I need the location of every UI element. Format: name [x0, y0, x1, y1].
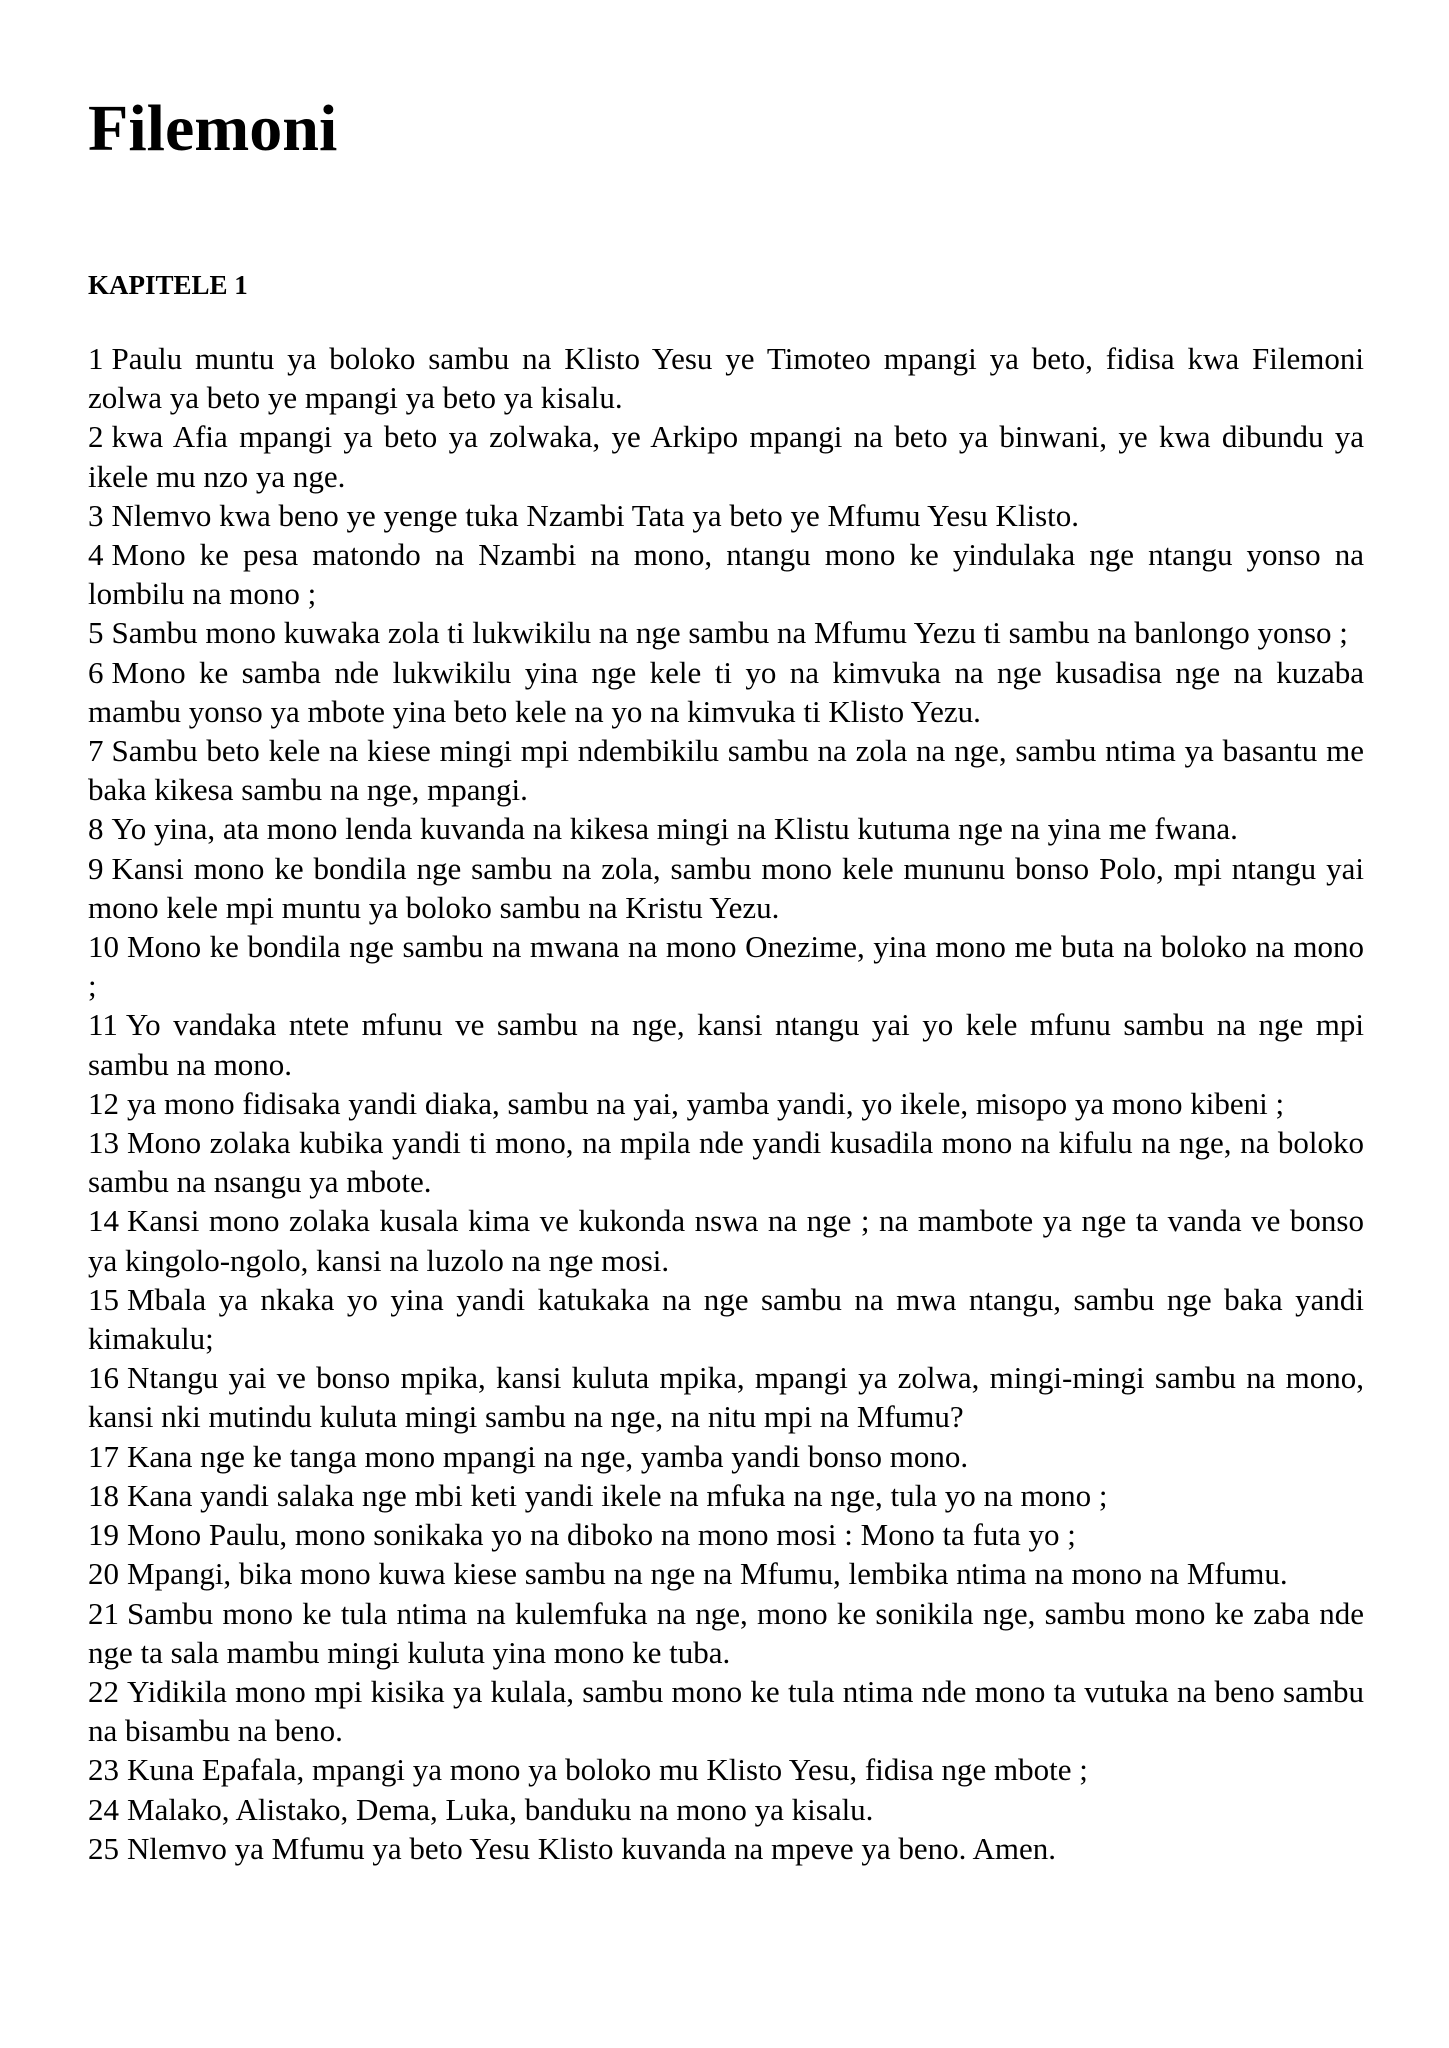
verse-14: [88, 1201, 1364, 1279]
verse-23: [88, 1750, 1364, 1789]
verse-number: 4: [88, 537, 104, 573]
verse-8: [88, 809, 1364, 848]
verse-text: Yidikila mono mpi kisika ya kulala, sambu mono ke tula ntima nde mono ta vutuka na beno sambu na bisambu na beno.: [88, 1673, 1364, 1749]
verse-12: [88, 1084, 1364, 1123]
verse-7: [88, 731, 1364, 809]
verse-number: 13: [88, 1125, 119, 1161]
verse-text: Sambu mono ke tula ntima na kulemfuka na nge, mono ke sonikila nge, sambu mono ke zaba nde nge ta sala mambu mingi kuluta yina mono ke tuba.: [88, 1595, 1364, 1670]
chapter-heading: KAPITELE 1: [88, 270, 248, 300]
verse-25: [88, 1829, 1364, 1868]
verse-text: Mono zolaka kubika yandi ti mono, na mpila nde yandi kusadila mono na kifulu na nge, na boloko sambu na nsangu ya mbote.: [88, 1125, 1364, 1200]
verse-number: 6: [88, 654, 104, 690]
verse-text: Kuna Epafala, mpangi ya mono ya boloko mu Klisto Yesu, fidisa nge mbote ;: [127, 1752, 1088, 1788]
verse-22: [88, 1672, 1364, 1750]
verse-text: Sambu mono kuwaka zola ti lukwikilu na nge sambu na Mfumu Yezu ti sambu na banlongo yonso ;: [111, 615, 1348, 651]
verse-text: Kana yandi salaka nge mbi keti yandi ikele na mfuka na nge, tula yo na mono ;: [127, 1477, 1108, 1513]
verse-text: ya mono fidisaka yandi diaka, sambu na yai, yamba yandi, yo ikele, misopo ya mono kibeni ;: [127, 1085, 1285, 1121]
verse-6: [88, 653, 1364, 731]
verse-3: [88, 496, 1364, 535]
verse-number: 10: [88, 929, 119, 965]
verse-20: [88, 1554, 1364, 1593]
verse-2: [88, 417, 1364, 495]
verse-text: kwa Afia mpangi ya beto ya zolwaka, ye Arkipo mpangi na beto ya binwani, ye kwa dibundu ya ikele mu nzo ya nge.: [88, 419, 1364, 494]
verse-text: Mpangi, bika mono kuwa kiese sambu na nge na Mfumu, lembika ntima na mono na Mfumu.: [127, 1556, 1288, 1592]
verse-text: Sambu beto kele na kiese mingi mpi ndembikilu sambu na zola na nge, sambu ntima ya basantu me baka kikesa sambu na nge, mpangi.: [88, 733, 1364, 808]
verse-number: 9: [88, 850, 104, 886]
verse-16: [88, 1358, 1364, 1436]
verse-text: Kansi mono ke bondila nge sambu na zola, sambu mono kele mununu bonso Polo, mpi ntangu yai mono kele mpi muntu ya boloko sambu na Kristu Yezu.: [88, 850, 1364, 925]
verse-number: 23: [88, 1752, 119, 1788]
verse-15: [88, 1280, 1364, 1358]
verse-21: [88, 1594, 1364, 1672]
document-page: [88, 92, 1364, 1868]
verse-number: 20: [88, 1556, 119, 1592]
verse-number: 8: [88, 811, 104, 847]
verse-4: [88, 535, 1364, 613]
verse-13: [88, 1123, 1364, 1201]
document-title: Filemoni: [88, 92, 338, 165]
verse-17: [88, 1437, 1364, 1476]
verse-24: [88, 1790, 1364, 1829]
verse-10: [88, 927, 1364, 1005]
verse-number: 25: [88, 1830, 119, 1866]
verse-text: Mono ke pesa matondo na Nzambi na mono, ntangu mono ke yindulaka nge ntangu yonso na lombilu na mono ;: [88, 537, 1364, 612]
verse-text: Mono ke bondila nge sambu na mwana na mono Onezime, yina mono me buta na boloko na mono ;: [88, 929, 1364, 1004]
verse-number: 14: [88, 1203, 119, 1239]
verse-number: 11: [88, 1007, 118, 1043]
verse-text: Nlemvo ya Mfumu ya beto Yesu Klisto kuvanda na mpeve ya beno. Amen.: [127, 1830, 1056, 1866]
verse-text: Ntangu yai ve bonso mpika, kansi kuluta mpika, mpangi ya zolwa, mingi-mingi sambu na mono, kansi nki mutindu kuluta mingi sambu na nge, na nitu mpi na Mfumu?: [88, 1360, 1364, 1435]
verse-19: [88, 1515, 1364, 1554]
verse-number: 15: [88, 1281, 119, 1317]
verse-9: [88, 849, 1364, 927]
verse-18: [88, 1476, 1364, 1515]
verse-text: Paulu muntu ya boloko sambu na Klisto Yesu ye Timoteo mpangi ya beto, fidisa kwa Filemoni zolwa ya beto ye mpangi ya beto ya kisalu.: [88, 341, 1364, 416]
verse-number: 19: [88, 1517, 119, 1553]
verse-text: Mono Paulu, mono sonikaka yo na diboko na mono mosi : Mono ta futa yo ;: [127, 1517, 1076, 1553]
verse-text: Nlemvo kwa beno ye yenge tuka Nzambi Tata ya beto ye Mfumu Yesu Klisto.: [111, 497, 1080, 533]
verse-text: Kana nge ke tanga mono mpangi na nge, yamba yandi bonso mono.: [127, 1438, 969, 1474]
verse-text: Mbala ya nkaka yo yina yandi katukaka na nge sambu na mwa ntangu, sambu nge baka yandi kimakulu;: [88, 1281, 1364, 1357]
verse-1: [88, 339, 1364, 417]
verse-number: 7: [88, 733, 104, 769]
verse-text: Yo vandaka ntete mfunu ve sambu na nge, kansi ntangu yai yo kele mfunu sambu na nge mpi sambu na mono.: [88, 1007, 1364, 1082]
verse-number: 16: [88, 1360, 119, 1396]
verse-number: 24: [88, 1791, 119, 1827]
verse-text: Mono ke samba nde lukwikilu yina nge kele ti yo na kimvuka na nge kusadisa nge na kuzaba mambu yonso ya mbote yina beto kele na yo na kimvuka ti Klisto Yezu.: [88, 654, 1364, 729]
verse-number: 5: [88, 615, 104, 651]
verse-text: Yo yina, ata mono lenda kuvanda na kikesa mingi na Klistu kutuma nge na yina me fwana.: [111, 811, 1238, 847]
verse-number: 3: [88, 497, 104, 533]
verse-number: 2: [88, 419, 104, 455]
verse-11: [88, 1005, 1364, 1083]
verse-list: [88, 339, 1364, 1868]
verse-number: 17: [88, 1438, 119, 1474]
verse-text: Kansi mono zolaka kusala kima ve kukonda nswa na nge ; na mambote ya nge ta vanda ve bonso ya kingolo-ngolo, kansi na luzolo na nge mosi.: [88, 1203, 1364, 1278]
verse-number: 1: [88, 341, 104, 376]
verse-text: Malako, Alistako, Dema, Luka, banduku na mono ya kisalu.: [127, 1791, 874, 1827]
verse-number: 12: [88, 1085, 119, 1121]
verse-5: [88, 613, 1364, 652]
verse-number: 22: [88, 1673, 119, 1709]
verse-number: 18: [88, 1477, 119, 1513]
verse-number: 21: [88, 1595, 119, 1631]
